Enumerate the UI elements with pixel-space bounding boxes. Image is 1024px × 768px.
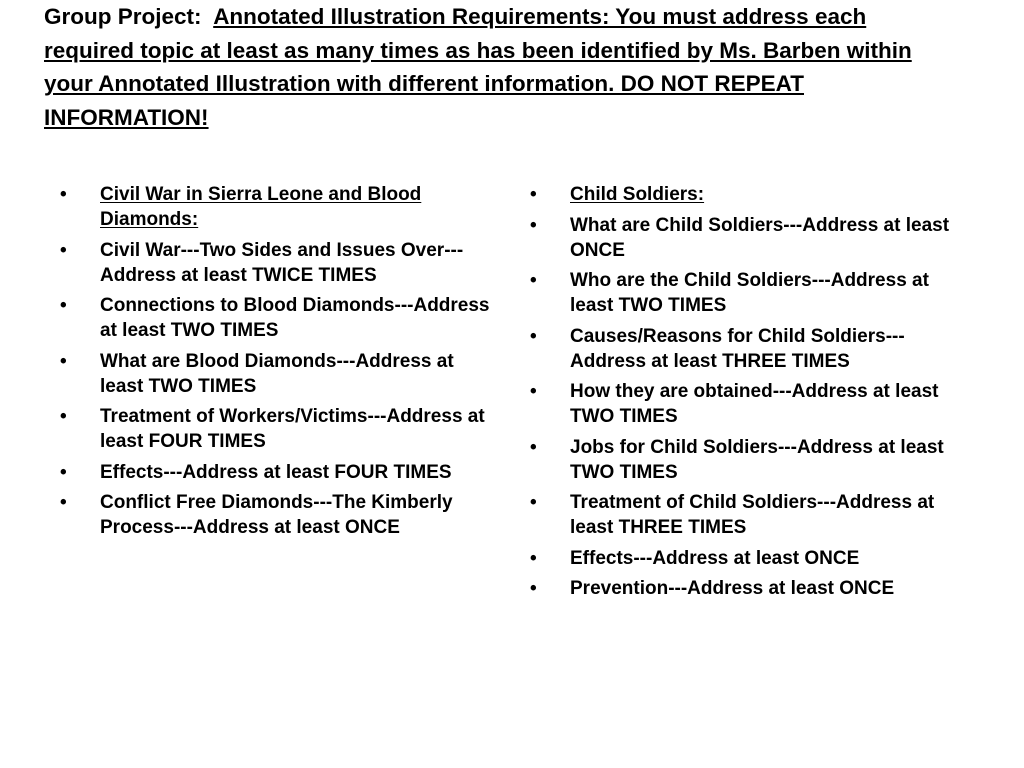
list-item — [530, 213, 970, 263]
bullet-icon: • — [530, 270, 537, 291]
list-item — [60, 238, 500, 288]
list-item — [530, 379, 970, 429]
list-item-text: Who are the Child Soldiers---Address at least TWO TIMES — [570, 270, 929, 316]
list-item — [530, 435, 970, 485]
list-heading — [60, 182, 500, 232]
list-item-text: What are Child Soldiers---Address at least ONCE — [570, 214, 950, 261]
bullet-icon: • — [60, 184, 67, 205]
list-item — [530, 324, 970, 374]
list-item-text: Treatment of Child Soldiers---Address at least THREE TIMES — [570, 492, 935, 538]
bullet-icon: • — [530, 214, 537, 236]
slide-title — [44, 0, 924, 134]
list-item-text: Effects---Address at least FOUR TIMES — [100, 461, 452, 483]
list-item-text: Connections to Blood Diamonds---Address at least TWO TIMES — [100, 295, 490, 341]
list-item-text: Jobs for Child Soldiers---Address at least TWO TIMES — [570, 436, 944, 483]
list-item-text: Treatment of Workers/Victims---Address at least FOUR TIMES — [100, 406, 485, 452]
list-item — [60, 460, 500, 485]
bullet-icon: • — [530, 492, 537, 513]
title-lead: Group Project: — [44, 4, 202, 29]
list-item — [60, 349, 500, 399]
bullet-icon: • — [60, 295, 67, 316]
list-item — [530, 576, 970, 601]
child-soldiers-list — [530, 182, 970, 607]
list-item-text: Prevention---Address at least ONCE — [570, 578, 895, 599]
blood-diamonds-list — [60, 182, 500, 546]
list-item-text: Causes/Reasons for Child Soldiers---Address at least THREE TIMES — [570, 325, 905, 372]
bullet-icon: • — [60, 406, 67, 427]
bullet-icon: • — [60, 350, 67, 372]
list-item — [530, 546, 970, 571]
bullet-icon: • — [60, 492, 67, 513]
title-requirements: Annotated Illustration Requirements: You must address each required topic at least as many times as has been identified by Ms. Barben within your Annotated Illustration with different information. DO NOT REPEAT INFORMATION! — [44, 4, 912, 130]
bullet-icon: • — [530, 547, 537, 569]
bullet-icon: • — [530, 184, 537, 205]
bullet-icon: • — [530, 381, 537, 402]
list-item-text: Conflict Free Diamonds---The Kimberly Process---Address at least ONCE — [100, 492, 453, 538]
list-heading-text: Child Soldiers: — [570, 184, 705, 205]
list-item-text: What are Blood Diamonds---Address at least TWO TIMES — [100, 350, 454, 397]
list-item-text: Civil War---Two Sides and Issues Over---Address at least TWICE TIMES — [100, 239, 464, 286]
list-item — [530, 490, 970, 540]
list-heading — [530, 182, 970, 207]
bullet-icon: • — [60, 461, 67, 483]
list-item — [60, 293, 500, 343]
bullet-icon: • — [530, 578, 537, 599]
bullet-icon: • — [530, 436, 537, 458]
list-item-text: How they are obtained---Address at least TWO TIMES — [570, 381, 939, 427]
list-heading-text: Civil War in Sierra Leone and Blood Diamonds: — [100, 184, 422, 230]
list-item — [60, 490, 500, 540]
list-item — [60, 404, 500, 454]
list-item — [530, 268, 970, 318]
bullet-icon: • — [530, 325, 537, 347]
list-item-text: Effects---Address at least ONCE — [570, 547, 860, 569]
bullet-icon: • — [60, 239, 67, 261]
